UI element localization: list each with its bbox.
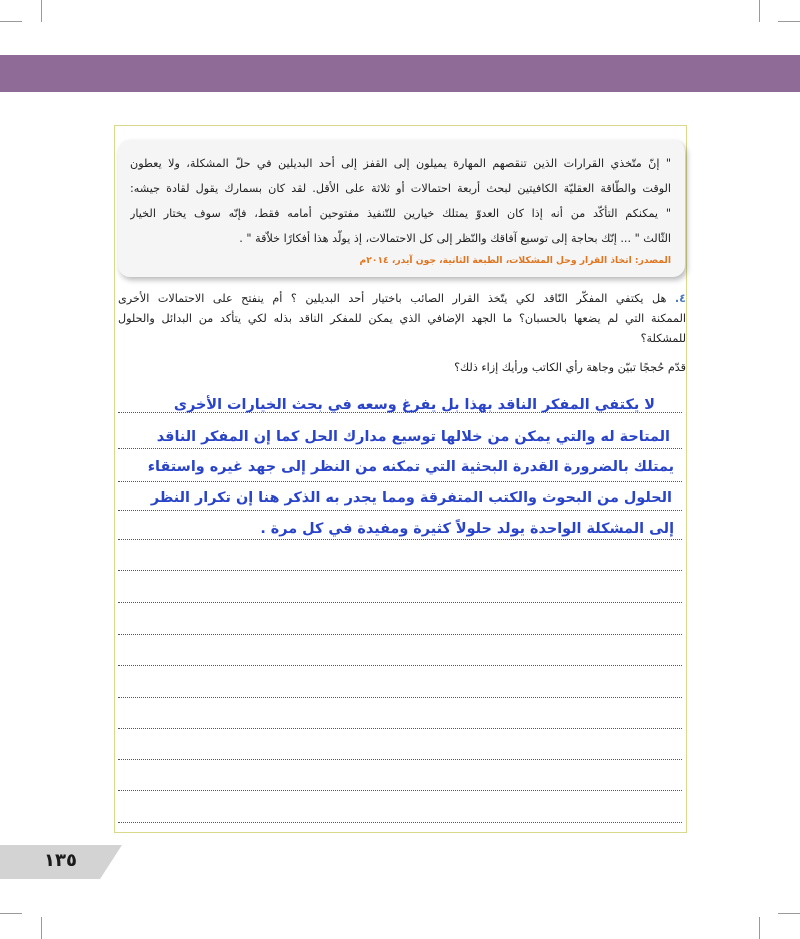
quote-box [118,140,685,277]
quote-line: الوقت والطّاقة العقليّة الكافيتين لبحث أربعة احتمالات أو ثلاثة على الأقل. لقد كان بسمارك يقول لقادة جيشه: [130,182,671,195]
crop-mark [0,913,22,914]
handwritten-answer-line: يمتلك بالضرورة القدرة البحثية التي تمكنه من النظر إلى جهد غيره واستقاء [147,459,674,475]
answer-rule [118,697,682,698]
crop-mark [759,0,760,22]
crop-mark [41,917,42,939]
quote-line: " إنّ متّخذي القرارات الذين تنقصهم المهارة يميلون إلى القفز إلى أحد البديلين في حلّ المشكلة، ولا يعطون [130,157,671,170]
answer-rule [118,759,682,760]
quote-source: المصدر: اتخاذ القرار وحل المشكلات، الطبعة الثانية، جون آيدر، ٢٠١٤م [359,255,671,266]
instruction: قدّم حُججًا تبيّن وجاهة رأي الكاتب ورأيك إزاء ذلك؟ [454,361,686,374]
handwritten-answer-line: الحلول من البحوث والكتب المتفرقة ومما يجدر به الذكر هنا إن تكرار النظر [150,490,672,506]
crop-mark [759,917,760,939]
answer-rule [118,790,682,791]
question-line: للمشكلة؟ [640,332,686,345]
question-line [118,289,686,309]
quote-line: الثّالث " ... إنّك بحاجة إلى توسيع آفاقك والنّظر إلى كل الاحتمالات، إذ يولّد هذا أفكارًا خلاّقة " . [239,232,671,245]
handwritten-answer-line: إلى المشكلة الواحدة يولد حلولاً كثيرة ومفيدة في كل مرة . [260,521,674,537]
answer-rule [118,634,682,635]
question [118,289,686,349]
answer-rule [118,728,682,729]
crop-mark [778,913,800,914]
answer-rule [118,665,682,666]
quote-line: " يمكنكم التأكّد من أنه إذا كان العدوّ يمتلك خيارين للتّنفيذ مفتوحين أمامه فقط، فإنّه سوف يختار الخيار [130,207,671,220]
page-number: ١٣٥ [44,850,77,871]
answer-rule [118,510,682,511]
header-band [0,55,800,92]
question-line: الممكنة التي لم يضعها بالحسبان؟ ما الجهد الإضافي الذي يمكن للمفكر الناقد بذله لكي يتأكد من البدائل والحلول [118,312,686,325]
answer-rule [118,570,682,571]
handwritten-answer-line: المتاحة له والتي يمكن من خلالها توسيع مدارك الحل كما إن المفكر الناقد [156,429,670,445]
answer-rule [118,448,682,449]
answer-rule [118,539,682,540]
answer-rule [118,822,682,823]
crop-mark [778,21,800,22]
answer-rule [118,481,682,482]
crop-mark [0,21,22,22]
crop-mark [41,0,42,22]
question-text: هل يكتفي المفكّر النّاقد لكي يتّخذ القرار الصائب باختيار أحد البديلين ؟ أم ينفتح على الاحتمالات الأخرى [118,292,667,305]
handwritten-answer-line: لا يكتفي المفكر الناقد بهذا بل يفرغ وسعه في بحث الخيارات الأخرى [173,397,655,413]
question-number: ٤. [674,292,686,305]
answer-rule [118,602,682,603]
